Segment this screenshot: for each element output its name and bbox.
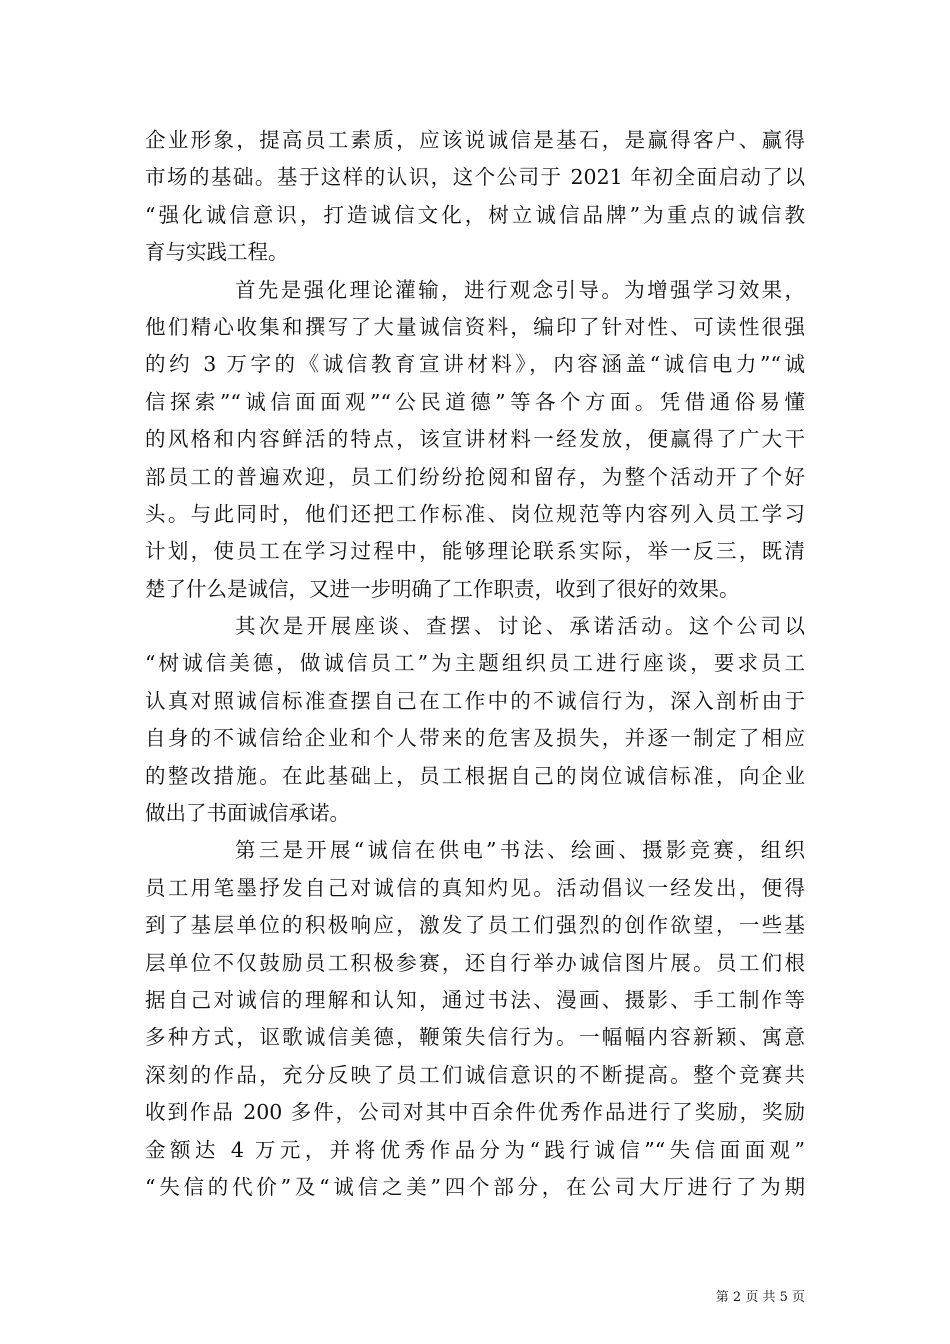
text-line: 头。与此同时，他们还把工作标准、岗位规范等内容列入员工学习 [145,501,805,526]
paragraph-first-line: 其次是开展座谈、查摆、讨论、承诺活动。这个公司以 [235,614,805,639]
text-line: 收到作品 200 多件，公司对其中百余件优秀作品进行了奖励，奖励 [145,1100,805,1125]
text-line: 员工用笔墨抒发自己对诚信的真知灼见。活动倡议一经发出，便得 [145,875,805,900]
text-line: 部员工的普遍欢迎，员工们纷纷抢阅和留存，为整个活动开了个好 [145,464,805,489]
text-line: 自身的不诚信给企业和个人带来的危害及损失，并逐一制定了相应 [145,726,805,751]
text-line: 多种方式，讴歌诚信美德，鞭策失信行为。一幅幅内容新颖、寓意 [145,1025,805,1050]
text-line: 的整改措施。在此基础上，员工根据自己的岗位诚信标准，向企业 [145,763,805,788]
text-line: 做出了书面诚信承诺。 [145,801,350,826]
page-number: 第 2 页 共 5 页 [715,1290,805,1305]
text-line: 到了基层单位的积极响应，激发了员工们强烈的创作欲望，一些基 [145,913,805,938]
text-line: 企业形象，提高员工素质，应该说诚信是基石，是赢得客户、赢得 [145,128,805,152]
text-line: 层单位不仅鼓励员工积极参赛，还自行举办诚信图片展。员工们根 [145,950,805,975]
text-line: 认真对照诚信标准查摆自己在工作中的不诚信行为，深入剖析由于 [145,688,805,713]
paragraph-first-line: 首先是强化理论灌输，进行观念引导。为增强学习效果， [235,277,805,302]
text-line: “树诚信美德，做诚信员工”为主题组织员工进行座谈，要求员工 [145,651,805,676]
text-line: 育与实践工程。 [145,240,289,265]
text-line: 计划，使员工在学习过程中，能够理论联系实际，举一反三，既清 [145,539,805,564]
body-text [145,122,805,1206]
text-line: 市场的基础。基于这样的认识，这个公司于 2021 年初全面启动了以 [145,165,805,190]
text-line: 据自己对诚信的理解和认知，通过书法、漫画、摄影、手工制作等 [145,987,805,1012]
text-line: 楚了什么是诚信，又进一步明确了工作职责，收到了很好的效果。 [145,576,740,601]
text-line: 的约 3 万字的《诚信教育宣讲材料》，内容涵盖“诚信电力”“诚 [145,352,805,377]
text-line: 金额达 4 万元，并将优秀作品分为“践行诚信”“失信面面观” [145,1137,805,1162]
text-line: 深刻的作品，充分反映了员工们诚信意识的不断提高。整个竞赛共 [145,1062,805,1087]
text-line: 的风格和内容鲜活的特点，该宣讲材料一经发放，便赢得了广大干 [145,427,805,452]
text-line: 他们精心收集和撰写了大量诚信资料，编印了针对性、可读性很强 [145,314,805,339]
text-line: 信探索”“诚信面面观”“公民道德”等各个方面。凭借通俗易懂 [145,389,805,414]
text-line: “失信的代价”及“诚信之美”四个部分，在公司大厅进行了为期 [145,1174,805,1199]
text-line: “强化诚信意识，打造诚信文化，树立诚信品牌”为重点的诚信教 [145,202,805,227]
paragraph-first-line: 第三是开展“诚信在供电”书法、绘画、摄影竞赛，组织 [235,838,805,863]
